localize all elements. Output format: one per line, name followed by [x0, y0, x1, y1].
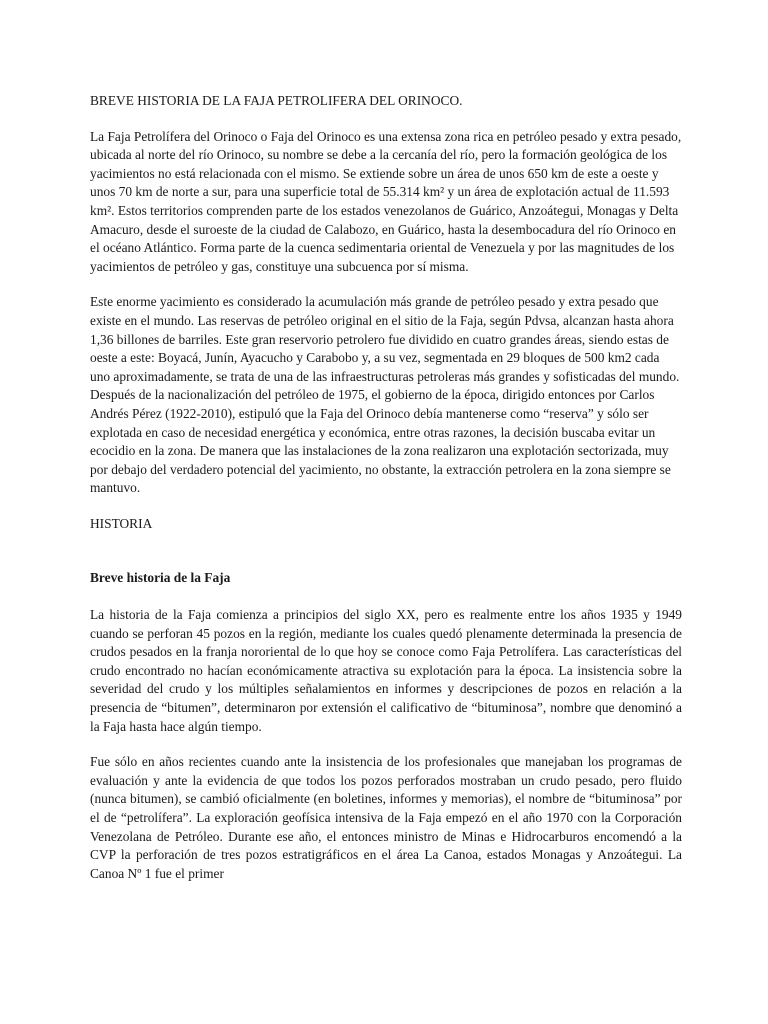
history-paragraph-2: Fue sólo en años recientes cuando ante la insistencia de los profesionales que manejaban los programas de evaluación y ante la evidencia de que todos los pozos perforados mostraban un crudo pesado, pero fluido (nunca bitumen), se cambió oficialmente (en boletines, informes y memorias), el nombre de “bituminosa” por el de “petrolífera”. La exploración geofísica intensiva de la Faja empezó en el año 1970 con la Corporación Venezolana de Petróleo. Durante ese año, el entonces ministro de Minas e Hidrocarburos encomendó a la CVP la perforación de tres pozos estratigráficos en el área La Canoa, estados Monagas y Anzoátegui. La Canoa Nº 1 fue el primer [90, 754, 682, 881]
document-title: BREVE HISTORIA DE LA FAJA PETROLIFERA DEL ORINOCO. [90, 93, 463, 108]
subheading: Breve historia de la Faja [90, 570, 231, 586]
document-page [90, 92, 682, 900]
intro-paragraph-2: Este enorme yacimiento es considerado la acumulación más grande de petróleo pesado y extra pesado que existe en el mundo. Las reservas de petróleo original en el sitio de la Faja, según Pdvsa, alcanzan hasta ahora 1,36 billones de barriles. Este gran reservorio petrolero fue dividido en cuatro grandes áreas, siendo estas de oeste a este: Boyacá, Junín, Ayacucho y Carabobo y, a su vez, segmentada en 29 bloques de 500 km2 cada uno aproximadamente, se trata de una de las infraestructuras petroleras más grandes y sofisticadas del mundo. Después de la nacionalización del petróleo de 1975, el gobierno de la época, dirigido entonces por Carlos Andrés Pérez (1922-2010), estipuló que la Faja del Orinoco debía mantenerse como “reserva” y sólo ser explotada en caso de necesidad energética y económica, entre otras razones, la decisión buscaba evitar un ecocidio en la zona. De manera que las instalaciones de la zona realizaron una explotación sectorizada, muy por debajo del verdadero potencial del yacimiento, no obstante, la extracción petrolera en la zona siempre se mantuvo. [90, 294, 680, 496]
section-heading: HISTORIA [90, 515, 153, 531]
intro-paragraph-1: La Faja Petrolífera del Orinoco o Faja del Orinoco es una extensa zona rica en petróleo pesado y extra pesado, ubicada al norte del río Orinoco, su nombre se debe a la cercanía del río, pero la formación geológica de los yacimientos no está relacionada con el mismo. Se extiende sobre un área de unos 650 km de este a oeste y unos 70 km de norte a sur, para una superficie total de 55.314 km² y un área de explotación actual de 11.593 km². Estos territorios comprenden parte de los estados venezolanos de Guárico, Anzoátegui, Monagas y Delta Amacuro, desde el suroeste de la ciudad de Calabozo, en Guárico, hasta la desembocadura del río Orinoco en el océano Atlántico. Forma parte de la cuenca sedimentaria oriental de Venezuela y por las magnitudes de los yacimientos de petróleo y gas, constituye una subcuenca por sí misma. [90, 128, 682, 274]
history-paragraph-1: La historia de la Faja comienza a principios del siglo XX, pero es realmente entre los años 1935 y 1949 cuando se perforan 45 pozos en la región, mediante los cuales quedó plenamente determinada la presencia de crudos pesados en la franja nororiental de lo que hoy se conoce como Faja Petrolífera. Las características del crudo encontrado no hacían económicamente atractiva su explotación para la época. La insistencia sobre la severidad del crudo y los múltiples señalamientos en informes y descripciones de pozos en relación a la presencia de “bitumen”, determinaron por extensión el calificativo de “bituminosa”, nombre que denominó a la Faja hasta hace algún tiempo. [90, 607, 682, 734]
